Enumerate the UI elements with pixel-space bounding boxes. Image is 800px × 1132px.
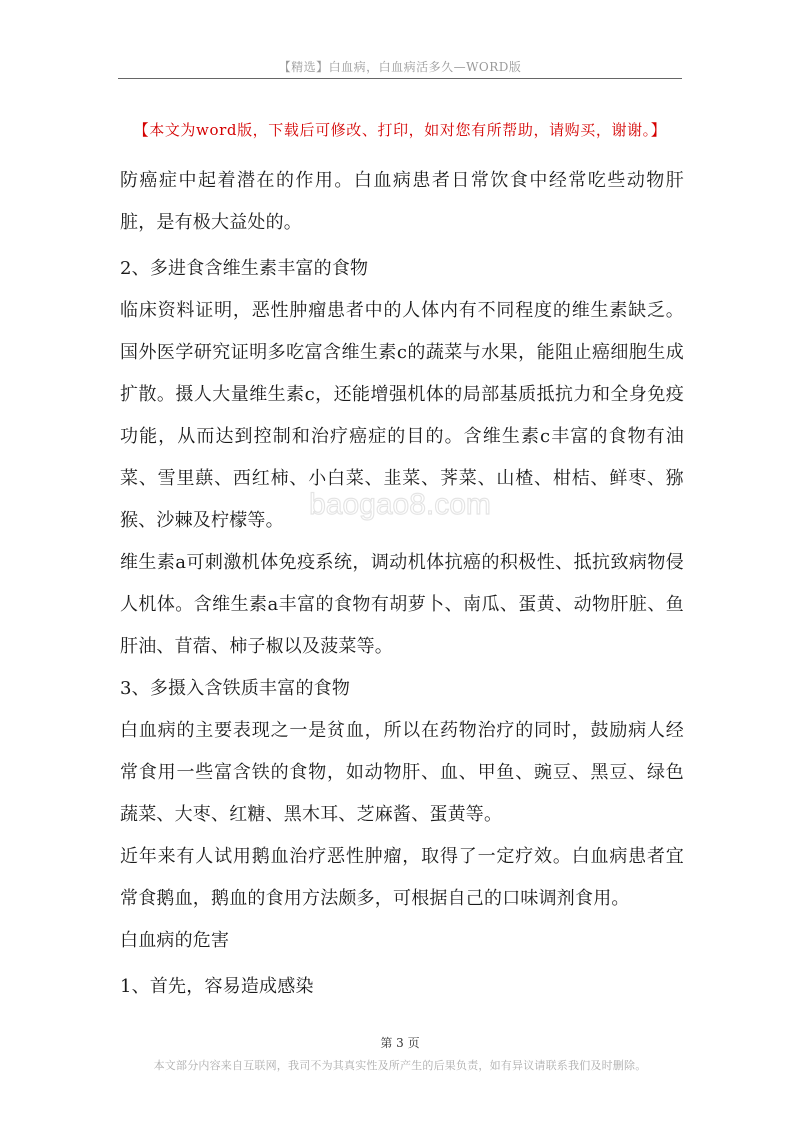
purchase-notice: 【本文为word版，下载后可修改、打印，如对您有所帮助，请购买，谢谢。】: [133, 121, 667, 139]
document-body: [120, 160, 684, 1008]
watermark-text: baogao8.com: [309, 488, 491, 521]
header-divider: [118, 78, 682, 79]
page-header: 【精选】白血病，白血病活多久—WORD版: [278, 60, 522, 74]
body-paragraph: 白血病的主要表现之一是贫血，所以在药物治疗的同时，鼓励病人经常食用一些富含铁的食物，如动物肝、血、甲鱼、豌豆、黑豆、绿色蔬菜、大枣、红糖、黑木耳、芝麻酱、蛋黄等。: [120, 720, 684, 825]
section-heading: 白血病的危害: [120, 930, 230, 951]
section-heading: 1、首先，容易造成感染: [120, 976, 314, 997]
body-paragraph: 临床资料证明，恶性肿瘤患者中的人体内有不同程度的维生素缺乏。国外医学研究证明多吃富含维生素c的蔬菜与水果，能阻止癌细胞生成扩散。摄人大量维生素c，还能增强机体的局部基质抵抗力和全身免疫功能，从而达到控制和治疗癌症的目的。含维生素c丰富的食物有油菜、雪里蕻、西红柿、小白菜、韭菜、荠菜、山楂、柑桔、鲜枣、猕猴、沙棘及柠檬等。: [120, 300, 684, 531]
section-heading: 2、多进食含维生素丰富的食物: [120, 258, 369, 279]
body-paragraph: 防癌症中起着潜在的作用。白血病患者日常饮食中经常吃些动物肝脏，是有极大益处的。: [120, 170, 684, 233]
page-number: 第 3 页: [380, 1036, 420, 1050]
footer-disclaimer: 本文部分内容来自互联网，我司不为其真实性及所产生的后果负责，如有异议请联系我们及时删除。: [153, 1059, 647, 1072]
body-paragraph: 维生素a可刺激机体免疫系统，调动机体抗癌的积极性、抵抗致病物侵人机体。含维生素a丰富的食物有胡萝卜、南瓜、蛋黄、动物肝脏、鱼肝油、苜蓿、柿子椒以及菠菜等。: [120, 552, 684, 657]
body-paragraph: 近年来有人试用鹅血治疗恶性肿瘤，取得了一定疗效。白血病患者宜常食鹅血，鹅血的食用方法颇多，可根据自己的口味调剂食用。: [120, 846, 684, 909]
section-heading: 3、多摄入含铁质丰富的食物: [120, 678, 351, 699]
